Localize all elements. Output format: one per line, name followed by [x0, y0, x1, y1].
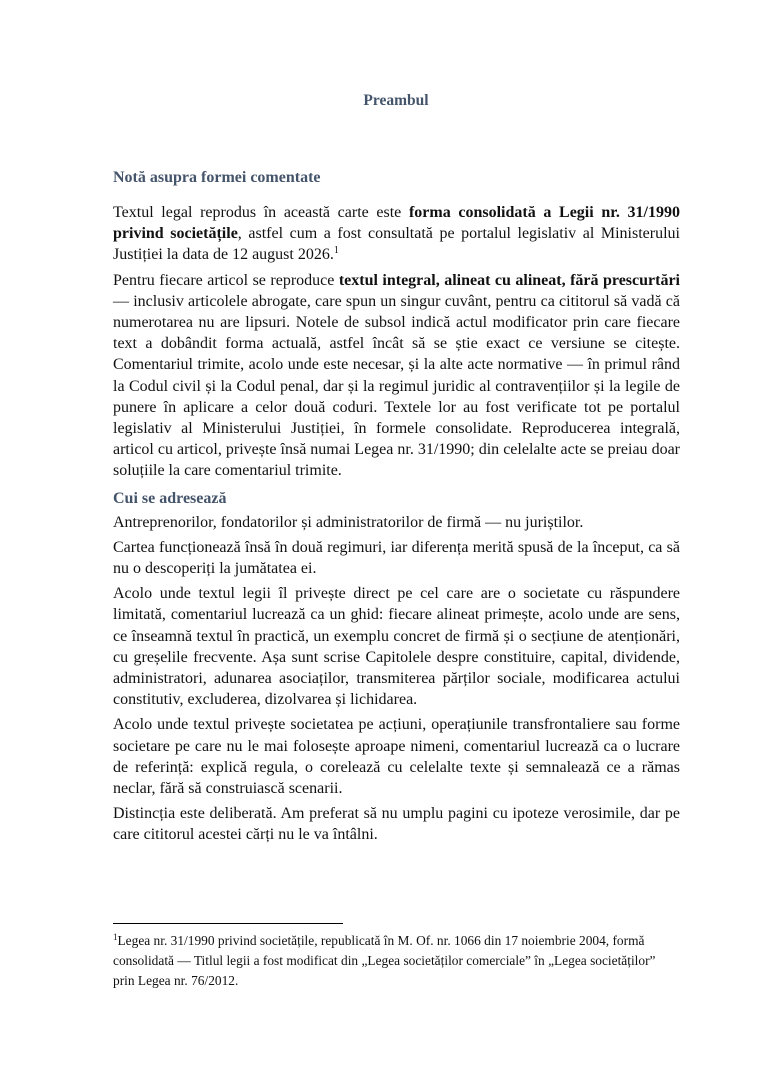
audience-paragraph-1: Antreprenorilor, fondatorilor și administratorilor de firmă — nu juriștilor.: [113, 513, 584, 531]
footnote-number: 1: [113, 932, 118, 942]
note-paragraph-2: [113, 270, 680, 482]
note-p1-text-2: , astfel cum a fost consultată pe portalul legislativ al Ministerului Justiției la data de 12 august 2026.: [113, 225, 680, 264]
footnote-text: Legea nr. 31/1990 privind societățile, republicată în M. Of. nr. 1066 din 17 noiembrie 2004, formă consolidată — Titlul legii a fost modificat din „Legea societăților comerciale” în „Legea societăților” prin Legea nr. 76/2012.: [113, 933, 656, 988]
audience-paragraph-2: Cartea funcționează însă în două regimuri, iar diferența merită spusă de la început, ca să nu o descoperiți la jumătatea ei.: [113, 538, 680, 578]
footnote-reference[interactable]: 1: [333, 245, 339, 257]
audience-paragraph-3: Acolo unde textul legii îl privește direct pe cel care are o societate cu răspundere limitată, comentariul lucrează ca un ghid: fiecare alineat primește, acolo unde are sens, ce înseamnă textul în practică, un exemplu concret de firmă și o secțiune de atenționări, cu greșelile frecvente. Așa sunt scrise Capitolele despre constituire, capital, dividende, administratori, adunarea asociaților, transmiterea părților sociale, modificarea actului constitutiv, excluderea, dizolvarea și lichidarea.: [113, 585, 680, 709]
audience-paragraph-4: Acolo unde textul privește societatea pe acțiuni, operațiunile transfrontaliere sau forme societare pe care nu le mai folosește aproape nimeni, comentariul lucrează ca o lucrare de referință: explică regula, o corelează cu celelalte texte și semnalează ce a rămas neclar, fără să construiască scenarii.: [113, 716, 680, 798]
page-body: [113, 167, 680, 850]
page-title: Preambul: [363, 92, 429, 109]
footnote-separator: [113, 923, 343, 924]
note-p1-text-1: Textul legal reprodus în această carte este: [113, 204, 409, 221]
note-p2-text-2: — inclusiv articolele abrogate, care spun un singur cuvânt, pentru ca cititorul să vadă că numerotarea nu are lipsuri. Notele de subsol indică actul modificator prin care fiecare text a dobândit forma actuală, astfel încât să se știe exact ce versiune se citește. Comentariul trimite, acolo unde este necesar, și la alte acte normative — în primul rând la Codul civil și la Codul penal, dar și la regimul juridic al contravențiilor și la legile de punere în aplicare a celor două coduri. Textele lor au fost verificate tot pe portalul legislativ al Ministerului Justiției, în formele consolidate. Reproducerea integrală, articol cu articol, privește însă numai Legea nr. 31/1990; din celelalte acte se preiau doar soluțiile la care comentariul trimite.: [113, 292, 680, 480]
note-p1-bold-1: forma consolidată a Legii nr. 31/1990 privind societățile: [113, 204, 680, 243]
note-paragraph-1: [113, 202, 680, 266]
section-heading-audience: Cui se adresează: [113, 489, 227, 507]
audience-paragraph-5: Distincția este deliberată. Am preferat să nu umplu pagini cu ipoteze verosimile, dar pe care cititorul acestei cărți nu le va întâlni.: [113, 805, 680, 844]
note-p2-text-1: Pentru fiecare articol se reproduce: [113, 271, 339, 289]
note-p2-bold-1: textul integral, alineat cu alineat, fără prescurtări: [338, 271, 680, 289]
footnote: [113, 931, 680, 991]
section-heading-note: Notă asupra formei comentate: [113, 169, 321, 186]
